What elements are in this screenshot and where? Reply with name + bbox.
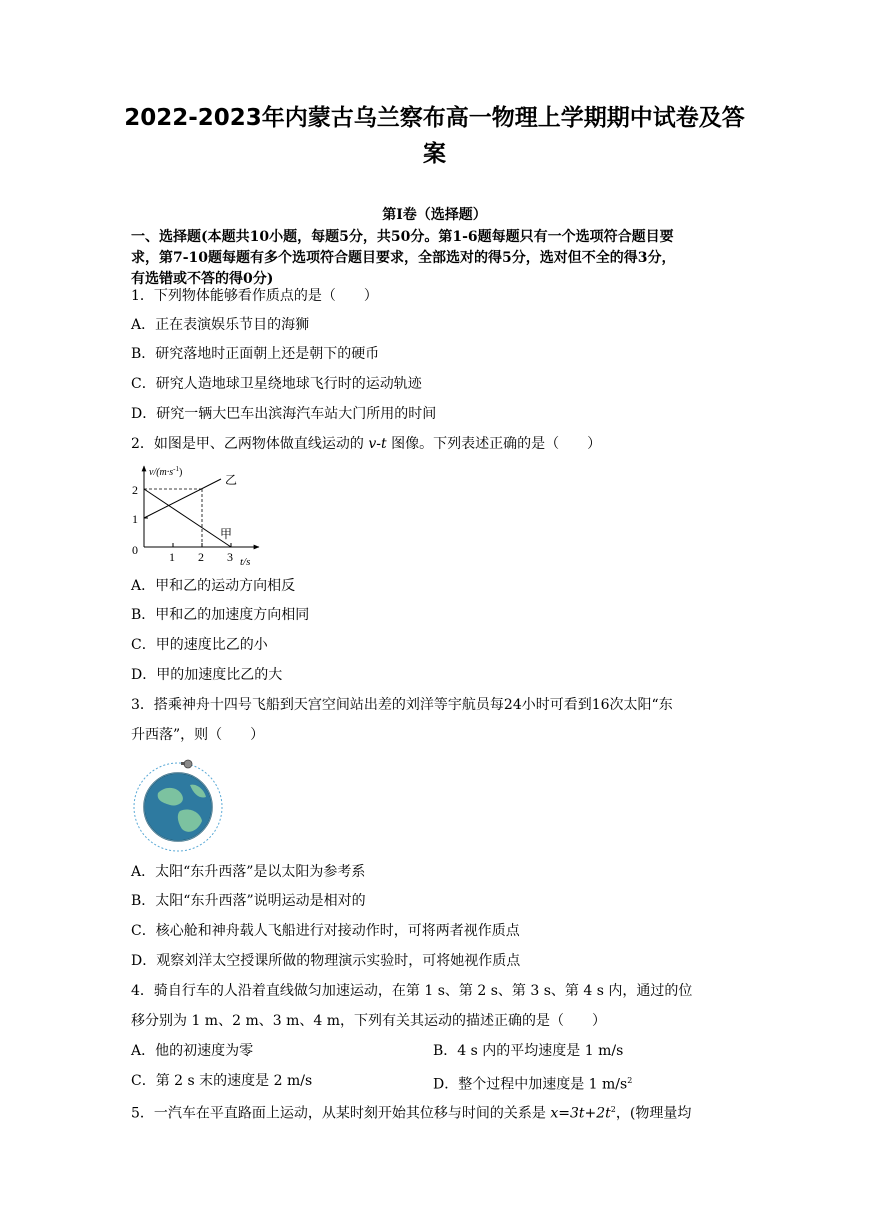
q2-stem-end: 图像。下列表述正确的是（ ） xyxy=(386,436,602,452)
x-tick-label-2: 2 xyxy=(198,550,204,564)
origin-label: 0 xyxy=(132,543,138,557)
q2-stem-variable: v-t xyxy=(368,436,387,452)
q3-stem-line-1: 3．搭乘神舟十四号飞船到天宫空间站出差的刘洋等宇航员每24小时可看到16次太阳“东 xyxy=(131,697,673,713)
q4-option-b: B．4 s 内的平均速度是 1 m/s xyxy=(433,1043,624,1059)
series-label-yi: 乙 xyxy=(225,473,238,487)
q3-option-c: C．核心舱和神舟载人飞船进行对接动作时，可将两者视作质点 xyxy=(131,923,520,939)
spaceship-panel-icon xyxy=(181,762,185,765)
q3-stem-line-2: 升西落”，则（ ） xyxy=(131,727,265,743)
q3-option-a: A．太阳“东升西落”是以太阳为参考系 xyxy=(131,864,366,880)
q1-option-c: C．研究人造地球卫星绕地球飞行时的运动轨迹 xyxy=(131,376,422,392)
q3-option-d: D．观察刘洋太空授课所做的物理演示实验时，可将她视作质点 xyxy=(131,953,521,969)
document-title xyxy=(100,100,769,172)
series-jia-line xyxy=(144,489,231,547)
series-label-jia: 甲 xyxy=(220,527,233,541)
instruction-line-3: 有选错或不答的得0分) xyxy=(131,271,274,287)
q5-stem-start: 5．一汽车在平直路面上运动，从某时刻开始其位移与时间的关系是 xyxy=(131,1105,551,1122)
q4-option-d xyxy=(433,1071,632,1095)
title-line-2: 案 xyxy=(423,141,446,167)
q5-stem xyxy=(131,1100,691,1124)
q2-option-b: B．甲和乙的加速度方向相同 xyxy=(131,607,310,623)
q3-option-b: B．太阳“东升西落”说明运动是相对的 xyxy=(131,893,366,909)
instruction-line-2: 求，第7-10题每题有多个选项符合题目要求，全部选对的得5分，选对但不全的得3分， xyxy=(131,250,676,266)
x-tick-label-1: 1 xyxy=(169,550,175,564)
q4-stem-line-2: 移分别为 1 m、2 m、3 m、4 m，下列有关其运动的描述正确的是（ ） xyxy=(131,1013,606,1029)
series-yi-line xyxy=(144,479,221,518)
q1-stem: 1．下列物体能够看作质点的是（ ） xyxy=(131,288,378,304)
vt-graph xyxy=(125,463,265,571)
q5-formula: x=3t+2t xyxy=(550,1105,611,1122)
q4-option-a: A．他的初速度为零 xyxy=(131,1043,254,1059)
y-tick-label-2: 2 xyxy=(132,483,138,497)
q4-option-c: C．第 2 s 末的速度是 2 m/s xyxy=(131,1073,313,1089)
q2-stem-start: 2．如图是甲、乙两物体做直线运动的 xyxy=(131,436,369,452)
x-axis-label: t/s xyxy=(240,556,251,568)
q2-stem xyxy=(131,434,601,454)
q4-stem-line-1: 4．骑自行车的人沿着直线做匀加速运动，在第 1 s、第 2 s、第 3 s、第 4 s 内，通过的位 xyxy=(131,983,693,999)
earth-orbit-illustration xyxy=(128,755,228,855)
q5-stem-end: ，(物理量均 xyxy=(615,1105,692,1122)
q2-option-a: A．甲和乙的运动方向相反 xyxy=(131,578,296,594)
q2-option-c: C．甲的速度比乙的小 xyxy=(131,637,268,653)
q4-option-d-exponent: 2 xyxy=(627,1076,633,1085)
section-title: 第Ⅰ卷（选择题） xyxy=(382,207,487,223)
q1-option-a: A．正在表演娱乐节目的海狮 xyxy=(131,317,310,333)
title-line-1: 2022-2023年内蒙古乌兰察布高一物理上学期期中试卷及答 xyxy=(124,105,745,131)
q5-formula-exponent: 2 xyxy=(610,1105,616,1114)
x-tick-label-3: 3 xyxy=(227,550,233,564)
q2-option-d: D．甲的加速度比乙的大 xyxy=(131,667,283,683)
spaceship-icon xyxy=(184,760,192,768)
q4-option-d-text: D．整个过程中加速度是 1 m/s xyxy=(433,1076,628,1093)
q1-option-b: B．研究落地时正面朝上还是朝下的硬币 xyxy=(131,346,380,362)
y-axis-label: $v/(m\cdot s^{-1})$ xyxy=(149,465,183,478)
instruction-line-1: 一、选择题(本题共10小题，每题5分，共50分。第1-6题每题只有一个选项符合题目要 xyxy=(131,229,674,245)
q1-option-d: D．研究一辆大巴车出滨海汽车站大门所用的时间 xyxy=(131,406,437,422)
y-tick-label-1: 1 xyxy=(132,512,138,526)
